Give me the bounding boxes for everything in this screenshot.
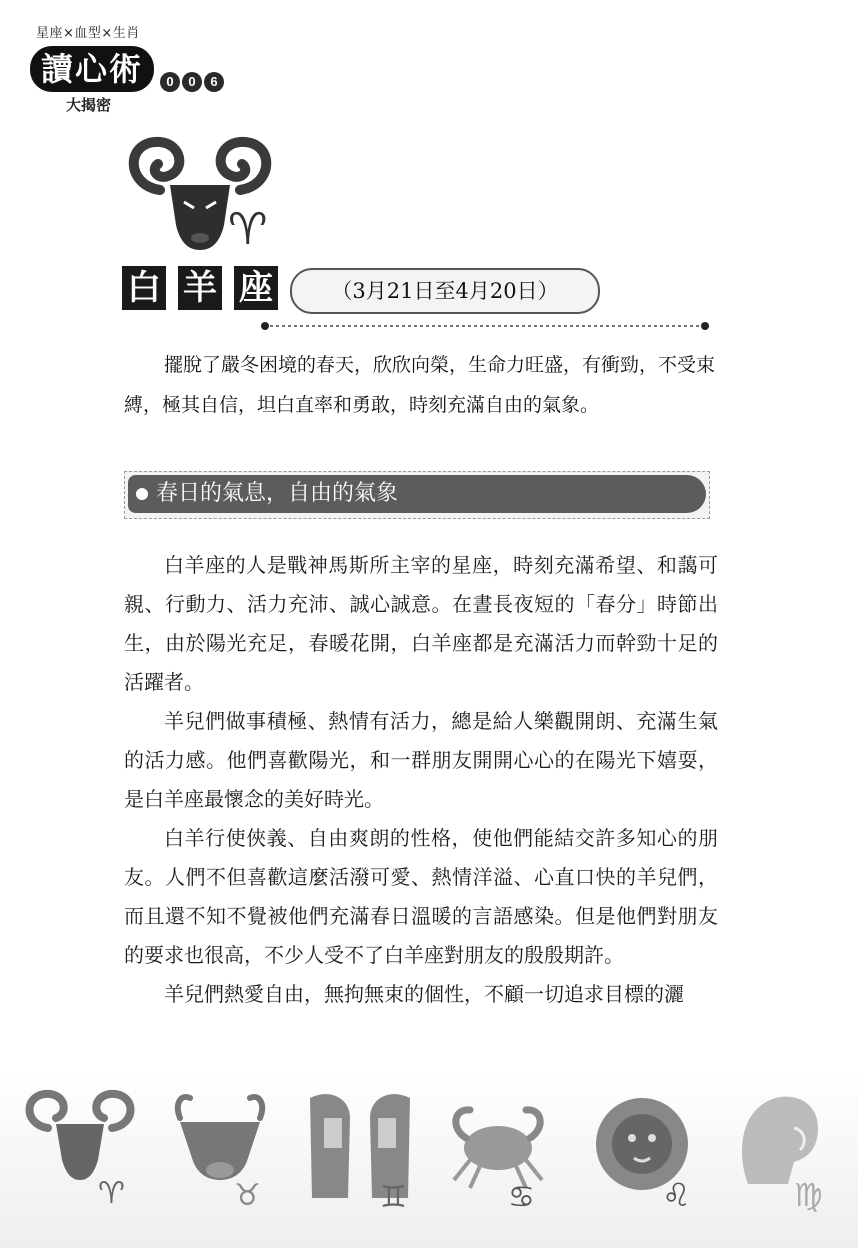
intro-paragraph <box>124 345 720 425</box>
logo-subtitle: 星座×血型×生肖 <box>36 26 140 41</box>
cancer-figure <box>440 1088 560 1218</box>
zodiac-footer <box>0 1070 858 1248</box>
aries-figure <box>20 1088 140 1218</box>
intro-text: 擺脫了嚴冬困境的春天，欣欣向榮，生命力旺盛，有衝勁，不受束縛，極其自信，坦白直率和勇敢，時刻充滿自由的氣象。 <box>124 354 716 416</box>
page-number <box>160 72 224 92</box>
body-text <box>124 546 718 1014</box>
cancer-symbol-icon: ♋ <box>508 1180 535 1215</box>
page-digit: 0 <box>160 72 180 92</box>
page-digit: 6 <box>204 72 224 92</box>
dotted-divider <box>260 320 710 332</box>
virgo-figure <box>728 1088 848 1218</box>
sign-title-char: 座 <box>234 266 278 310</box>
body-paragraph: 白羊座的人是戰神馬斯所主宰的星座，時刻充滿希望、和藹可親、行動力、活力充沛、誠心誠意。在晝長夜短的「春分」時節出生，由於陽光充足，春暖花開，白羊座都是充滿活力而幹勁十足的活躍者。 <box>124 553 718 694</box>
sign-title-char: 羊 <box>178 266 222 310</box>
cancer-figure-icon <box>440 1088 560 1218</box>
bullet-icon <box>136 488 148 500</box>
aries-glyph-icon: ♈ <box>228 204 268 255</box>
gemini-symbol-icon: ♊ <box>380 1180 407 1215</box>
taurus-symbol-icon: ♉ <box>234 1178 261 1213</box>
aries-symbol-icon: ♈ <box>98 1176 125 1211</box>
logo-title: 讀心術 <box>30 46 154 92</box>
page-digit: 0 <box>182 72 202 92</box>
virgo-symbol-icon: ♍ <box>794 1176 823 1214</box>
sign-title <box>122 266 278 310</box>
virgo-figure-icon <box>728 1088 848 1218</box>
section-title: 春日的氣息，自由的氣象 <box>156 481 399 506</box>
body-paragraph: 羊兒們熱愛自由，無拘無束的個性，不顧一切追求目標的灑 <box>164 982 684 1006</box>
logo-tagline: 大揭密 <box>66 96 112 114</box>
body-paragraph: 羊兒們做事積極、熱情有活力，總是給人樂觀開朗、充滿生氣的活力感。他們喜歡陽光，和一群朋友開開心心的在陽光下嬉耍，是白羊座最懷念的美好時光。 <box>124 709 718 811</box>
taurus-figure <box>160 1088 280 1218</box>
sign-title-char: 白 <box>122 266 166 310</box>
leo-figure <box>586 1088 706 1218</box>
taurus-figure-icon <box>160 1088 280 1218</box>
date-range: （3月21日至4月20日） <box>290 268 600 314</box>
leo-symbol-icon: ♌ <box>662 1176 691 1214</box>
body-paragraph: 白羊行使俠義、自由爽朗的性格，使他們能結交許多知心的朋友。人們不但喜歡這麼活潑可愛、熱情洋溢、心直口快的羊兒們，而且還不知不覺被他們充滿春日溫暖的言語感染。但是他們對朋友的要求也很高，不少人受不了白羊座對朋友的殷殷期許。 <box>124 826 718 967</box>
gemini-figure <box>300 1088 420 1218</box>
